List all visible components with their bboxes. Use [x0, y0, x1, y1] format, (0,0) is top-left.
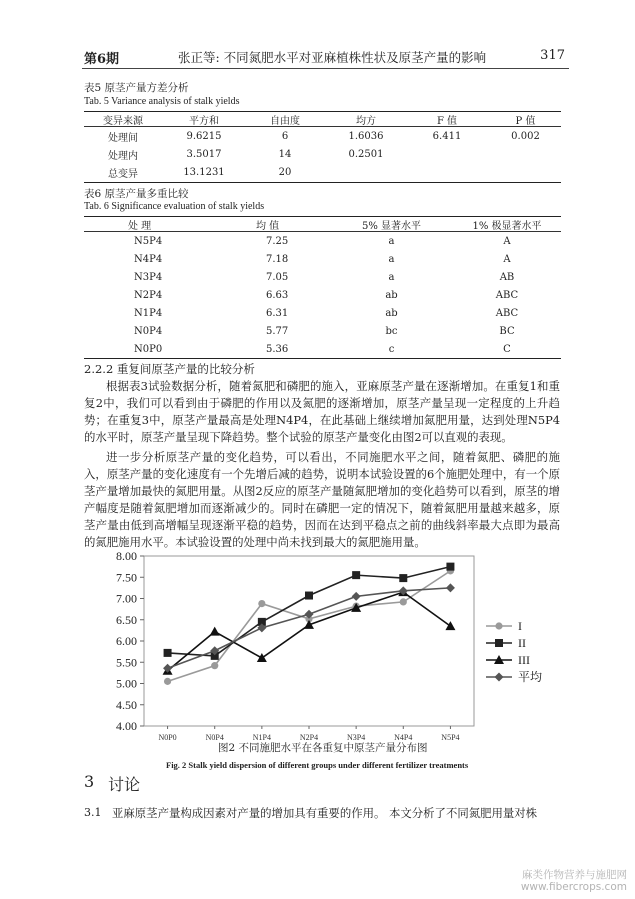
table5-header: 均方	[356, 115, 376, 127]
running-title: 张正等: 不同氮肥水平对亚麻植株性状及原茎产量的影响	[178, 50, 487, 65]
figure-caption-en: Fig. 2 Stalk yield dispersion of different groups under different fertilizer treatments	[166, 760, 469, 770]
data-point	[352, 571, 360, 579]
table5-header: P 值	[515, 115, 536, 127]
table-row	[84, 340, 565, 358]
section-31-number: 3.1	[84, 806, 102, 819]
data-point	[211, 662, 218, 669]
table-cell: N3P4	[134, 271, 163, 283]
table-cell: N4P4	[134, 253, 163, 265]
table-cell: N2P4	[134, 289, 163, 301]
table-cell: 20	[278, 166, 292, 178]
data-point	[305, 592, 313, 600]
plot-area	[144, 556, 474, 726]
legend-label: 平均	[518, 670, 543, 684]
table-cell: 6.63	[266, 289, 289, 301]
x-tick-label: N4P4	[394, 733, 413, 742]
y-tick-label: 8.00	[116, 549, 137, 563]
watermark-url: www.fibercrops.com	[520, 881, 627, 893]
table-cell: N5P4	[134, 235, 163, 247]
x-tick-label: N1P4	[252, 733, 271, 742]
table-cell	[408, 145, 486, 163]
table-row	[84, 286, 565, 304]
table-cell: A	[503, 235, 511, 247]
table-cell: 6	[281, 130, 289, 142]
data-point	[164, 649, 172, 657]
table-cell: 处理间	[108, 132, 138, 144]
table-cell: AB	[499, 271, 515, 283]
table6-caption-en: Tab. 6 Significance evaluation of stalk yields	[84, 201, 265, 212]
section-31-text: 亚麻原茎产量构成因素对产量的增加具有重要的作用。 本文分析了不同氮肥用量对株	[112, 806, 538, 820]
table5	[84, 111, 565, 181]
table-cell: N0P0	[134, 343, 163, 355]
header-rule	[82, 68, 569, 69]
table-cell: 14	[278, 148, 292, 160]
table-cell: ABC	[495, 307, 519, 319]
table-row	[84, 322, 565, 340]
table-row	[84, 232, 565, 250]
watermark-cn: 麻类作物营养与施肥网	[522, 869, 627, 881]
table-cell	[486, 145, 565, 163]
table-cell: 总变异	[108, 168, 138, 180]
table-cell: 1.6036	[348, 130, 384, 142]
table-cell: a	[388, 253, 395, 265]
data-point	[445, 621, 455, 630]
table5-header: 平方和	[189, 115, 219, 127]
table-cell: 9.6215	[186, 130, 222, 142]
data-point	[495, 622, 502, 629]
table5-bottom-rule	[84, 182, 561, 183]
y-tick-label: 7.00	[116, 591, 137, 606]
table5-header: 变异来源	[103, 115, 143, 127]
table-cell: 6.411	[432, 130, 462, 142]
data-point	[400, 598, 407, 605]
data-point	[495, 673, 504, 682]
table-cell	[408, 163, 486, 181]
table5-header-row	[84, 111, 565, 127]
line-chart	[94, 548, 574, 748]
y-tick-label: 4.50	[116, 697, 137, 712]
table5-header: 自由度	[270, 115, 300, 127]
y-tick-label: 5.00	[116, 676, 137, 691]
table-row	[84, 163, 565, 181]
table-cell	[486, 163, 565, 181]
table5-caption-cn: 表5 原茎产量方差分析	[84, 82, 189, 94]
section-heading: 2.2.2 重复间原茎产量的比较分析	[84, 362, 255, 376]
legend-label: II	[518, 636, 526, 650]
table6	[84, 216, 565, 358]
table6-caption-cn: 表6 原茎产量多重比较	[84, 188, 189, 200]
table-cell: 7.05	[266, 271, 289, 283]
table6-bottom-rule	[84, 358, 561, 359]
table6-header-row	[84, 216, 565, 232]
figure-caption-cn: 图2 不同施肥水平在各重复中原茎产量分布图	[218, 742, 428, 754]
table6-header: 1% 极显著水平	[472, 220, 542, 232]
data-point	[495, 639, 503, 647]
data-point	[258, 600, 265, 607]
data-point	[164, 678, 171, 685]
legend-label: III	[518, 653, 530, 667]
y-tick-label: 5.50	[116, 655, 137, 670]
table-cell: 3.5017	[186, 148, 222, 160]
data-point	[210, 627, 220, 636]
legend-label: I	[518, 619, 522, 633]
data-point	[257, 653, 267, 662]
y-tick-label: 4.00	[116, 719, 137, 733]
table-cell: a	[388, 271, 395, 283]
table-cell: 0.2501	[348, 148, 384, 160]
table-cell: 7.25	[266, 235, 289, 247]
x-tick-label: N5P4	[441, 733, 460, 742]
x-tick-label: N0P4	[205, 733, 224, 742]
table-cell: c	[388, 343, 395, 355]
table-cell: ABC	[495, 289, 519, 301]
table-row	[84, 127, 565, 145]
x-tick-label: N2P4	[299, 733, 319, 742]
section-3-heading: 讨论	[108, 775, 141, 794]
table-row	[84, 268, 565, 286]
page-number: 317	[540, 48, 565, 63]
table-cell: N1P4	[134, 307, 163, 319]
table6-header: 5% 显著水平	[361, 220, 422, 232]
table5-caption-en: Tab. 5 Variance analysis of stalk yields	[84, 96, 240, 107]
issue-number: 第6期	[84, 52, 120, 67]
table5-header: F 值	[436, 115, 458, 127]
table-cell: 6.31	[266, 307, 289, 319]
table-cell: 5.77	[266, 325, 289, 337]
paragraph: 进一步分析原茎产量的变化趋势，可以看出，不同施肥水平之间，随着氮肥、磷肥的施入，原茎产量的变化速度有一个先增后减的趋势，说明本试验设置的6个施肥处理中，有一个原茎产量增加最快的氮肥用量。从图2反应的原茎产量随氮肥增加的变化趋势可以看到，原茎的增产幅度是随着氮肥增加而逐渐减少的。同时在磷肥一定的情况下，随着氮肥用量越来越多，原茎产量由低到高增幅呈现逐渐平稳的趋势，因而在达到平稳点之前的曲线斜率最大点即为最高的氮肥施用水平。本试验设置的处理中尚未找到最大的氮肥施用量。	[84, 450, 560, 549]
y-tick-label: 6.00	[116, 634, 137, 648]
table6-header: 均 值	[256, 220, 280, 232]
paragraph: 根据表3试验数据分析，随着氮肥和磷肥的施入，亚麻原茎产量在逐渐增加。在重复1和重复2中，我们可以看到由于磷肥的作用以及氮肥的逐渐增加，原茎产量呈现一定程度的上升趋势；在重复3中，原茎产量最高是处理N4P4，在此基础上继续增加氮肥用量，达到处理N5P4的水平时，原茎产量呈现下降趋势。整个试验的原茎产量变化由图2可以直观的表现。	[84, 379, 560, 444]
table-cell: a	[388, 235, 395, 247]
y-tick-label: 7.50	[116, 570, 137, 585]
table-cell: C	[503, 343, 511, 355]
table-cell: 5.36	[266, 343, 289, 355]
table-cell: 0.002	[511, 130, 540, 142]
table-cell: 13.1231	[183, 166, 225, 178]
table-cell: 7.18	[266, 253, 289, 265]
table-cell	[324, 163, 408, 181]
table-cell: BC	[499, 325, 515, 337]
table-cell: A	[503, 253, 511, 265]
x-tick-label: N0P0	[158, 733, 177, 742]
data-point	[446, 583, 455, 592]
table-cell: N0P4	[134, 325, 163, 337]
table-cell: ab	[385, 307, 398, 319]
data-point	[352, 592, 361, 601]
table-row	[84, 250, 565, 268]
table-cell: ab	[385, 289, 398, 301]
section-3-number: 3	[84, 772, 95, 791]
table-row	[84, 304, 565, 322]
series-line	[168, 592, 451, 671]
data-point	[399, 574, 407, 582]
table-cell: 处理内	[108, 150, 138, 162]
table6-header: 处 理	[128, 220, 152, 232]
data-point	[446, 563, 454, 571]
y-tick-label: 6.50	[116, 612, 137, 627]
data-point	[163, 664, 172, 673]
table-row	[84, 145, 565, 163]
x-tick-label: N3P4	[347, 733, 366, 742]
table-cell: bc	[385, 325, 398, 337]
section-222	[84, 361, 560, 551]
